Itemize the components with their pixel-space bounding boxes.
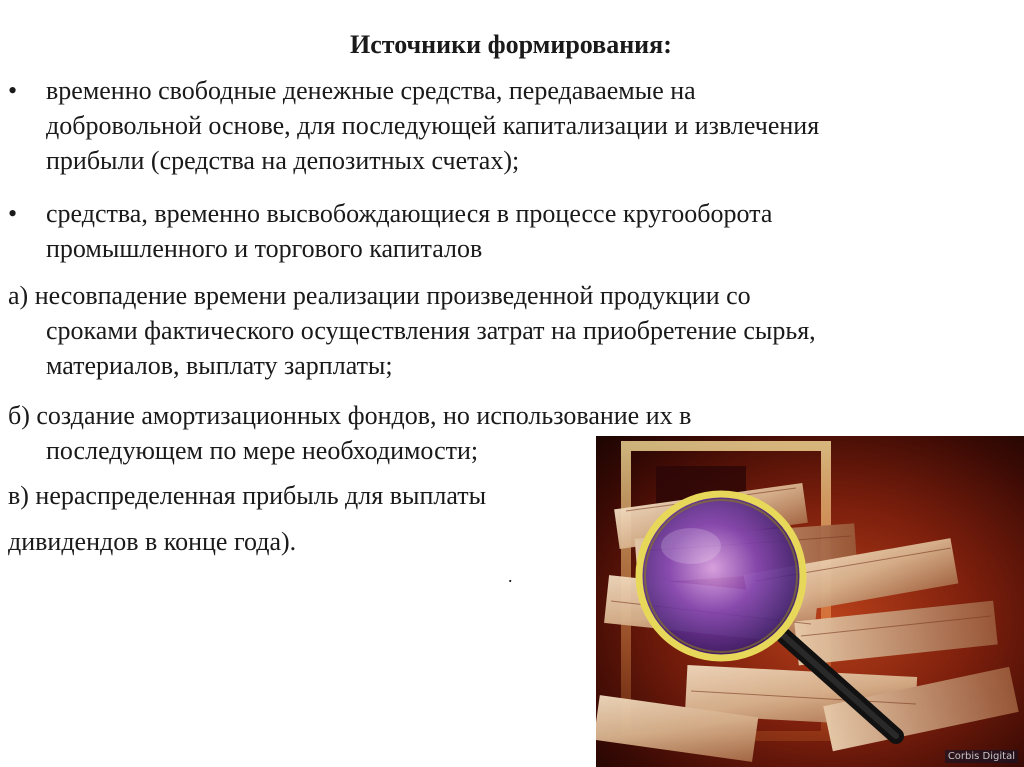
- money-magnifier-photo: [596, 436, 1024, 767]
- bullet-text: [46, 196, 1008, 266]
- photo-watermark: Corbis Digital: [945, 750, 1018, 763]
- bullet-line: промышленного и торгового капиталов: [46, 234, 483, 263]
- bullet-marker: •: [8, 76, 18, 105]
- stray-dot: .: [508, 566, 513, 586]
- list-item-v: [8, 478, 486, 513]
- item-line: б) создание амортизационных фондов, но использование их в: [8, 401, 692, 430]
- item-line: дивидендов в конце года).: [8, 527, 297, 556]
- bullet-item: [8, 73, 1008, 178]
- list-item-v-cont: [8, 524, 296, 559]
- bullet-line: временно свободные денежные средства, передаваемые на: [46, 76, 696, 105]
- item-line: сроками фактического осуществления затрат на приобретение сырья,: [46, 316, 816, 345]
- bullet-line: средства, временно высвобождающиеся в процессе кругооборота: [46, 199, 773, 228]
- list-item-b: [8, 398, 691, 468]
- slide-title: Источники формирования:: [350, 30, 672, 59]
- bullet-marker: •: [8, 199, 18, 228]
- item-line: материалов, выплату зарплаты;: [46, 351, 393, 380]
- bullet-text: [46, 73, 1008, 178]
- bullet-line: добровольной основе, для последующей капитализации и извлечения: [46, 111, 820, 140]
- item-line: а) несовпадение времени реализации произведенной продукции со: [8, 281, 751, 310]
- item-line: последующем по мере необходимости;: [46, 436, 479, 465]
- bullet-item: [8, 196, 1008, 266]
- photo-illustration: [596, 436, 1024, 767]
- item-line: в) нераспределенная прибыль для выплаты: [8, 481, 487, 510]
- bullet-line: прибыли (средства на депозитных счетах);: [46, 146, 520, 175]
- list-item-a: [8, 278, 816, 383]
